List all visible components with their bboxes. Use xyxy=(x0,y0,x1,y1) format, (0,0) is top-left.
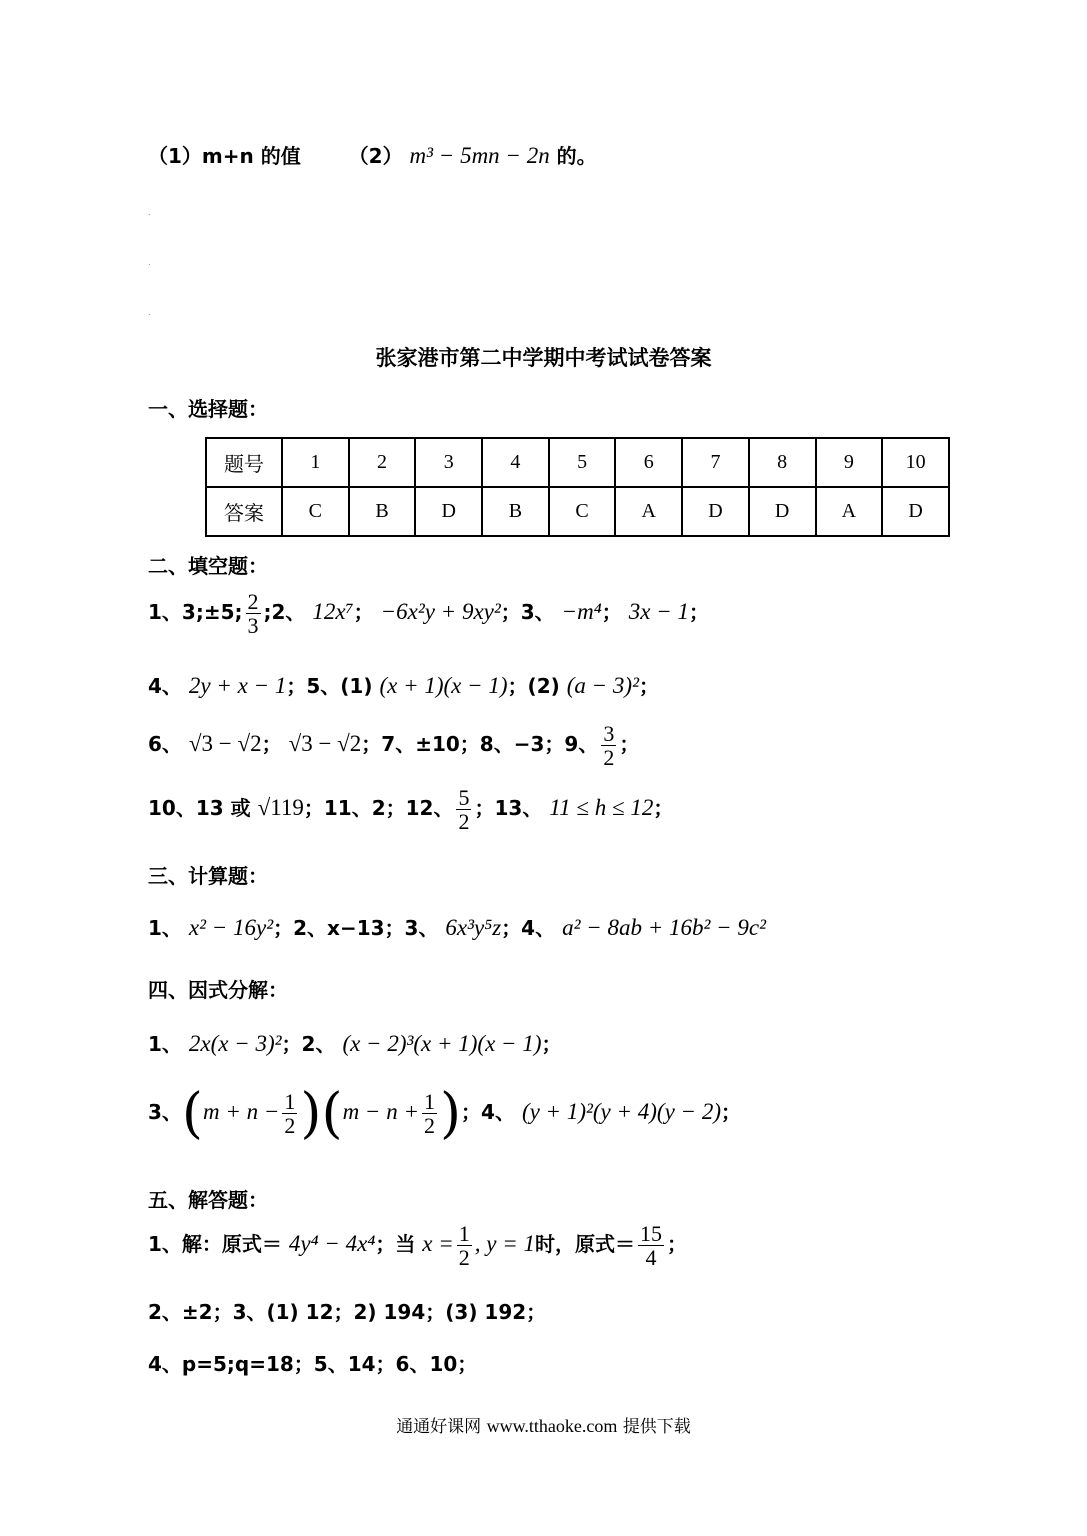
text-run: 10、13 或 xyxy=(148,796,251,821)
math-expr: m − n + xyxy=(342,1099,419,1125)
table-row xyxy=(206,487,949,536)
question-part2-expr: m³ − 5mn − 2n xyxy=(409,143,550,168)
numerator: 5 xyxy=(458,785,470,810)
fraction xyxy=(246,590,261,637)
text-run: ；7、±10；8、−3；9、 xyxy=(361,732,599,757)
question-part1: （1）m+n 的值 xyxy=(148,144,301,168)
text-run: 1、 xyxy=(148,1032,182,1056)
blank-line-marker: . xyxy=(148,258,151,267)
fill-answer-line-3 xyxy=(148,722,639,769)
table-cell: 4 xyxy=(482,438,549,487)
table-cell: D xyxy=(749,487,816,536)
math-expr: 11 ≤ h ≤ 12 xyxy=(549,795,654,821)
math-expr: , y = 1 xyxy=(474,1231,536,1257)
math-expr: −m⁴ xyxy=(561,599,602,625)
text-run: 4、 xyxy=(148,674,182,698)
math-expr: √119 xyxy=(257,795,304,821)
numerator: 2 xyxy=(247,589,259,614)
math-expr: −6x²y + 9xy² xyxy=(380,599,501,625)
fraction xyxy=(456,786,471,833)
calc-answer-line xyxy=(148,912,766,941)
solve-answer-line-3: 4、p=5;q=18；5、14；6、10； xyxy=(148,1352,478,1376)
table-cell: D xyxy=(415,487,482,536)
denominator: 2 xyxy=(284,1113,296,1139)
section-heading-choice: 一、选择题： xyxy=(148,397,268,421)
math-expr: 3x − 1 xyxy=(628,599,689,625)
math-expr: x = xyxy=(422,1231,454,1257)
text-run: ；13、 xyxy=(474,796,543,821)
fraction xyxy=(422,1090,437,1137)
text-run: 时，原式＝ xyxy=(535,1232,636,1257)
text-run: ；当 xyxy=(375,1232,416,1257)
math-expr: 12x⁷ xyxy=(312,599,354,625)
table-cell: C xyxy=(282,487,349,536)
table-cell: A xyxy=(615,487,682,536)
denominator: 2 xyxy=(458,809,470,835)
text-run: ;2、 xyxy=(263,600,306,625)
question-part2-suffix: 的。 xyxy=(556,144,597,168)
text-run: ； xyxy=(720,1100,741,1125)
table-cell: C xyxy=(549,487,616,536)
math-expr: 4y⁴ − 4x⁴ xyxy=(288,1231,376,1257)
factor-answer-line-2 xyxy=(148,1081,741,1145)
section-heading-factor: 四、因式分解： xyxy=(148,978,288,1002)
solve-answer-line-1 xyxy=(148,1222,687,1269)
left-paren: ( xyxy=(181,1081,203,1145)
text-run: ； xyxy=(261,732,282,757)
fraction xyxy=(457,1222,472,1269)
blank-line-marker: . xyxy=(148,208,151,217)
text-run: ；3、 xyxy=(500,600,555,625)
text-run: ； xyxy=(667,1232,688,1257)
factor-answer-line-1 xyxy=(148,1028,561,1057)
table-cell: 5 xyxy=(549,438,616,487)
fill-answer-line-2 xyxy=(148,670,659,699)
table-cell: B xyxy=(482,487,549,536)
table-cell: 7 xyxy=(682,438,749,487)
question-part2-label: （2） xyxy=(348,144,403,168)
math-expr: (x − 2)³(x + 1)(x − 1) xyxy=(342,1031,542,1056)
text-run: ； xyxy=(638,674,659,698)
text-run: ；4、 xyxy=(461,1100,515,1125)
math-expr: (a − 3)² xyxy=(566,673,639,698)
table-header-number: 题号 xyxy=(206,438,282,487)
table-row xyxy=(206,438,949,487)
math-expr: m + n − xyxy=(203,1099,280,1125)
page-footer xyxy=(0,1412,1087,1437)
solve-answer-line-2: 2、±2；3、(1) 12；2) 194；(3) 192； xyxy=(148,1300,547,1324)
text-run: ； xyxy=(689,600,709,625)
text-run: ； xyxy=(653,796,674,821)
numerator: 15 xyxy=(640,1221,663,1246)
numerator: 1 xyxy=(423,1089,435,1114)
text-run: 1、3;±5; xyxy=(148,600,243,625)
text-run: ；4、 xyxy=(501,916,556,940)
numerator: 1 xyxy=(284,1089,296,1114)
table-cell: 9 xyxy=(816,438,883,487)
table-cell: 10 xyxy=(882,438,949,487)
fill-answer-line-1 xyxy=(148,590,709,637)
right-paren: ) xyxy=(439,1081,462,1145)
text-run: ；5、(1) xyxy=(286,674,373,698)
text-run: ；11、2；12、 xyxy=(303,796,454,821)
math-expr: 2y + x − 1 xyxy=(188,673,287,698)
table-cell: 3 xyxy=(415,438,482,487)
math-expr: √3 − √2 xyxy=(188,731,262,757)
numerator: 1 xyxy=(458,1221,470,1246)
table-cell: B xyxy=(349,487,416,536)
table-cell: 8 xyxy=(749,438,816,487)
top-question-line xyxy=(148,140,597,169)
denominator: 2 xyxy=(458,1245,470,1271)
left-paren: ( xyxy=(321,1081,343,1145)
fill-answer-line-4 xyxy=(148,786,673,833)
text-run: 1、 xyxy=(148,916,182,940)
footer-site-name: 通通好课网 xyxy=(396,1417,482,1437)
table-header-answer: 答案 xyxy=(206,487,282,536)
math-expr: a² − 8ab + 16b² − 9c² xyxy=(562,915,767,940)
text-run: ； xyxy=(353,600,374,625)
right-paren: ) xyxy=(300,1081,322,1145)
denominator: 4 xyxy=(645,1245,657,1271)
math-expr: 2x(x − 3)² xyxy=(188,1031,282,1056)
table-cell: 6 xyxy=(615,438,682,487)
text-run: 3、 xyxy=(148,1100,182,1125)
denominator: 3 xyxy=(247,613,259,639)
answer-table xyxy=(205,437,950,537)
text-run: ； xyxy=(619,732,640,757)
table-cell: D xyxy=(882,487,949,536)
fraction xyxy=(601,722,616,769)
denominator: 2 xyxy=(423,1113,435,1139)
text-run: 1、解：原式＝ xyxy=(148,1232,282,1257)
math-expr: (x + 1)(x − 1) xyxy=(379,673,508,698)
footer-text: 提供下载 xyxy=(622,1417,691,1437)
fraction xyxy=(638,1222,664,1269)
section-heading-calc: 三、计算题： xyxy=(148,864,268,888)
footer-url: www.tthaoke.com xyxy=(486,1416,618,1436)
text-run: ；(2) xyxy=(507,674,560,698)
section-heading-fill: 二、填空题： xyxy=(148,554,268,578)
text-run: ； xyxy=(601,600,622,625)
text-run: ； xyxy=(541,1032,562,1056)
table-cell: A xyxy=(816,487,883,536)
text-run: ；2、x−13；3、 xyxy=(273,916,439,940)
numerator: 3 xyxy=(603,721,615,746)
fraction xyxy=(282,1090,297,1137)
blank-line-marker: . xyxy=(148,308,151,317)
table-cell: D xyxy=(682,487,749,536)
table-cell: 1 xyxy=(282,438,349,487)
text-run: 6、 xyxy=(148,732,182,757)
math-expr: x² − 16y² xyxy=(188,915,274,940)
denominator: 2 xyxy=(603,745,615,771)
section-heading-solve: 五、解答题： xyxy=(148,1188,268,1212)
math-expr: √3 − √2 xyxy=(288,731,362,757)
math-expr: 6x³y⁵z xyxy=(445,915,502,940)
table-cell: 2 xyxy=(349,438,416,487)
math-expr: (y + 1)²(y + 4)(y − 2) xyxy=(521,1099,721,1125)
text-run: ；2、 xyxy=(281,1032,336,1056)
page-title: 张家港市第二中学期中考试试卷答案 xyxy=(375,346,712,370)
